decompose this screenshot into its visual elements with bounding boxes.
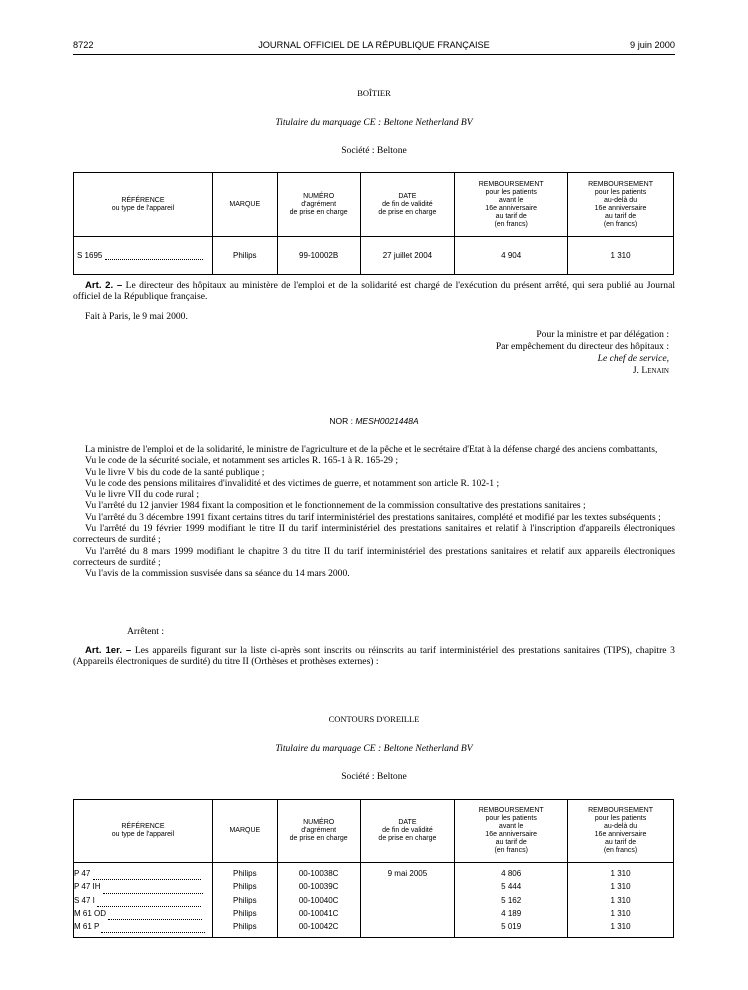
col-reimb-after: REMBOURSEMENT pour les patients au-delà du 16e anniversaire au tarif de (en francs) bbox=[568, 800, 674, 863]
col-number: NUMÉRO d'agrément de prise en charge bbox=[277, 800, 360, 863]
preamble: La ministre de l'emploi et de la solidarité, le ministre de l'agriculture et de la pêche et le secrétaire d'Etat à la défense chargé des anciens combattants, Vu le code de la sécurité sociale, et notamment ses articles R. 165-1 à R. 165-29 ; Vu le livre V bis du code de la santé publique ; Vu le code des pensions militaires d'invalidité et des victimes de guerre, et notamment son article R. 102-1 ; Vu le livre VII du code rural ; Vu l'arrêté du 12 janvier 1984 fixant la composition et le fonctionnement de la commission consultative des prestations sanitaires ; Vu l'arrêté du 3 décembre 1991 fixant certains titres du tarif interministériel des prestations sanitaires, complété et modifié par les textes subséquents ; Vu l'arrêté du 19 février 1999 modifiant le titre II du tarif interministériel des prestations sanitaires et relatif à l'inscription d'appareils électroniques correcteurs de surdité ; Vu l'arrêté du 8 mars 1999 modifiant le chapitre 3 du titre II du tarif interministériel des prestations sanitaires et relatif aux appareils électroniques correcteurs de surdité ; Vu l'avis de la commission susvisée dans sa séance du 14 mars 2000. bbox=[73, 444, 675, 580]
list-item: P 47 IH bbox=[74, 880, 212, 893]
leader-dots bbox=[93, 873, 201, 880]
list-item: M 61 OD bbox=[74, 907, 212, 920]
cell-refs bbox=[74, 863, 213, 938]
col-reference: RÉFÉRENCE ou type de l'appareil bbox=[74, 173, 213, 237]
table-body-row bbox=[74, 863, 674, 938]
journal-title: JOURNAL OFFICIEL DE LA RÉPUBLIQUE FRANÇAISE bbox=[258, 40, 490, 50]
list-item: M 61 P bbox=[74, 920, 212, 933]
cell-dates: 9 mai 2005 bbox=[360, 863, 455, 938]
col-reimb-after: REMBOURSEMENT pour les patients au-delà du 16e anniversaire au tarif de (en francs) bbox=[568, 173, 674, 237]
cell-ref: S 1695 bbox=[74, 237, 213, 275]
article-2: Art. 2. – Le directeur des hôpitaux au ministère de l'emploi et de la solidarité est chargé de l'exécution du présent arrêté, qui sera publié au Journal officiel de la République française. bbox=[73, 280, 675, 303]
section2-holder: Titulaire du marquage CE : Beltone Netherland BV bbox=[275, 743, 473, 754]
leader-dots bbox=[103, 887, 203, 894]
col-date: DATE de fin de validité de prise en charge bbox=[360, 800, 455, 863]
cell-after: 1 310 1 310 1 310 1 310 1 310 bbox=[568, 863, 674, 938]
table-header-row bbox=[74, 800, 674, 863]
section1-heading: BOÎTIER bbox=[357, 88, 391, 98]
col-reference: RÉFÉRENCE ou type de l'appareil bbox=[74, 800, 213, 863]
table-row bbox=[74, 237, 674, 275]
col-reimb-before: REMBOURSEMENT pour les patients avant le 16e anniversaire au tarif de (en francs) bbox=[455, 173, 568, 237]
section2-heading: CONTOURS D'OREILLE bbox=[328, 714, 420, 724]
arretent: Arrêtent : bbox=[127, 626, 165, 637]
issue-date: 9 juin 2000 bbox=[630, 40, 675, 50]
col-date: DATE de fin de validité de prise en charge bbox=[360, 173, 455, 237]
done-at: Fait à Paris, le 9 mai 2000. bbox=[85, 311, 188, 322]
section2-company: Société : Beltone bbox=[341, 771, 407, 782]
cell-before: 4 904 bbox=[455, 237, 568, 275]
list-item: P 47 bbox=[74, 867, 212, 880]
section1-company: Société : Beltone bbox=[341, 145, 407, 156]
leader-dots bbox=[101, 926, 205, 933]
cell-date: 27 juillet 2004 bbox=[360, 237, 455, 275]
section2-table bbox=[73, 799, 674, 938]
cell-number: 99-10002B bbox=[277, 237, 360, 275]
section1-table bbox=[73, 172, 674, 275]
cell-brands: Philips Philips Philips Philips Philips bbox=[212, 863, 277, 938]
header-rule bbox=[73, 54, 675, 55]
col-brand: MARQUE bbox=[212, 800, 277, 863]
leader-dots bbox=[108, 913, 202, 920]
col-brand: MARQUE bbox=[212, 173, 277, 237]
article-1: Art. 1er. – Les appareils figurant sur la liste ci-après sont inscrits ou réinscrits au tarif interministériel des prestations sanitaires (TIPS), chapitre 3 (Appareils électroniques de surdité) du titre II (Orthèses et prothèses externes) : bbox=[73, 645, 675, 668]
cell-before: 4 806 5 444 5 162 4 189 5 019 bbox=[455, 863, 568, 938]
leader-dots bbox=[105, 253, 203, 260]
cell-brand: Philips bbox=[212, 237, 277, 275]
list-item: S 47 I bbox=[74, 894, 212, 907]
table-header-row bbox=[74, 173, 674, 237]
page-header bbox=[73, 40, 675, 54]
cell-numbers: 00-10038C 00-10039C 00-10040C 00-10041C 00-10042C bbox=[277, 863, 360, 938]
signature-block: Pour la ministre et par délégation : Par empêchement du directeur des hôpitaux : Le chef de service, J. Lenain bbox=[495, 329, 669, 376]
section1-holder: Titulaire du marquage CE : Beltone Netherland BV bbox=[275, 117, 473, 128]
cell-after: 1 310 bbox=[568, 237, 674, 275]
nor-line: NOR : MESH0021448A bbox=[329, 416, 419, 426]
col-number: NUMÉRO d'agrément de prise en charge bbox=[277, 173, 360, 237]
col-reimb-before: REMBOURSEMENT pour les patients avant le 16e anniversaire au tarif de (en francs) bbox=[455, 800, 568, 863]
leader-dots bbox=[97, 900, 201, 907]
page-number: 8722 bbox=[73, 40, 94, 50]
